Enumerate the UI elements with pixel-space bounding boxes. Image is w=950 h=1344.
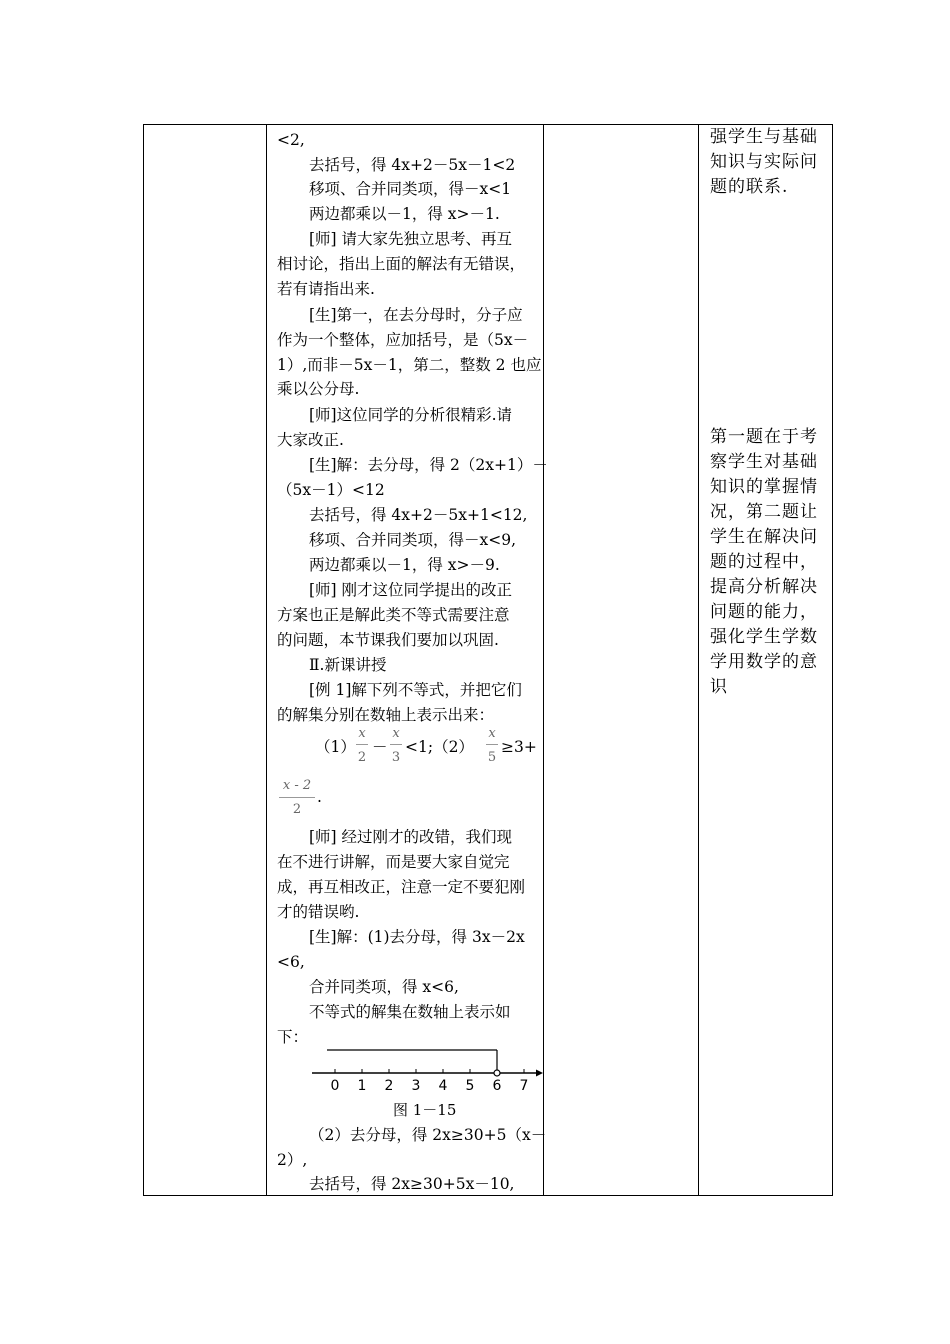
axis-tick-label: 0 [330, 1078, 340, 1094]
text-line: [师]这位同学的分析很精彩.请 [309, 406, 513, 424]
remark-line: 提高分析解决 [710, 577, 818, 597]
text-line: 相讨论，指出上面的解法有无错误， [277, 255, 526, 273]
fraction-bar [486, 744, 498, 745]
text-line: 去括号，得 2x≥30+5x－10, [309, 1175, 515, 1193]
text-line: 不等式的解集在数轴上表示如 [309, 1003, 511, 1021]
section-heading: Ⅱ.新课讲授 [309, 656, 387, 674]
text-line: <2, [277, 131, 305, 149]
text-line: 成，再互相改正，注意一定不要犯刚 [277, 878, 526, 896]
column-divider-1 [266, 125, 267, 1195]
axis-tick-label: 5 [465, 1078, 475, 1094]
remark-line: 题的过程中， [710, 552, 818, 572]
axis-tick-label: 6 [492, 1078, 502, 1094]
remark-line: 第一题在于考 [710, 427, 818, 447]
minus-sign: － [372, 738, 388, 756]
text-line: 作为一个整体，应加括号，是（5x－ [277, 331, 529, 349]
text-line: 两边都乘以－1，得 x>－1. [309, 205, 500, 223]
text-line: 移项、合并同类项，得－x<9, [309, 531, 517, 549]
remark-line: 题的联系. [710, 177, 789, 197]
fraction-bar [279, 797, 315, 798]
text-line: 乘以公分母. [277, 380, 360, 398]
remark-line: 知识的掌握情 [710, 477, 818, 497]
remark-line: 察学生对基础 [710, 452, 818, 472]
axis-arrow-icon [536, 1070, 543, 1077]
text-line: [例 1]解下列不等式，并把它们 [309, 681, 522, 699]
text-line: [生]解：(1)去分母，得 3x－2x [309, 928, 525, 946]
text-line: 方案也正是解此类不等式需要注意 [277, 606, 510, 624]
text-line: [生]第一，在去分母时，分子应 [309, 306, 523, 324]
axis-tick-label: 3 [411, 1078, 421, 1094]
fraction-bar [356, 744, 368, 745]
text-line: （5x－1）<12 [277, 481, 385, 499]
text-line: 若有请指出来. [277, 280, 375, 298]
fraction-numerator: x [392, 726, 400, 741]
text-line: 的问题，本节课我们要加以巩固. [277, 631, 499, 649]
text-line: 2）, [277, 1151, 308, 1169]
fraction-numerator: x - 2 [282, 778, 312, 793]
remark-line: 识 [710, 677, 728, 697]
text-line: [师] 请大家先独立思考、再互 [309, 230, 513, 248]
text-line: 在不进行讲解，而是要大家自觉完 [277, 853, 510, 871]
number-line-figure [277, 1045, 543, 1095]
axis-tick-label: 4 [438, 1078, 448, 1094]
fraction-numerator: x [358, 726, 366, 741]
fraction-denominator: 3 [391, 750, 401, 765]
fraction-numerator: x [488, 726, 496, 741]
text-line: <6, [277, 953, 305, 971]
axis-tick-label: 7 [519, 1078, 529, 1094]
text-line: 才的错误哟. [277, 903, 360, 921]
text-line: 移项、合并同类项，得－x<1 [309, 180, 512, 198]
fraction-denominator: 5 [487, 750, 497, 765]
column-divider-3 [698, 125, 699, 1195]
fraction-denominator: 2 [357, 750, 367, 765]
example-inequality-text: <1;（2） [405, 738, 474, 756]
text-line: 大家改正. [277, 431, 344, 449]
example-prefix: （1） [315, 738, 356, 756]
remark-line: 问题的能力， [710, 602, 818, 622]
text-line: [师] 刚才这位同学提出的改正 [309, 581, 513, 599]
text-line: [生]解：去分母，得 2（2x+1）－ [309, 456, 548, 474]
text-line: 合并同类项，得 x<6, [309, 978, 459, 996]
period: . [317, 788, 322, 806]
remark-line: 强学生与基础 [710, 127, 818, 147]
example-inequality-text: ≥3+ [501, 738, 537, 756]
axis-tick-label: 1 [357, 1078, 367, 1094]
design-intent-cell [707, 125, 833, 1195]
text-line: 1）,而非－5x－1，第二，整数 2 也应 [277, 356, 542, 374]
axis-tick-label: 2 [384, 1078, 394, 1094]
remark-line: 学生在解决问 [710, 527, 818, 547]
remark-line: 学用数学的意 [710, 652, 818, 672]
text-line: （2）去分母，得 2x≥30+5（x－ [309, 1126, 547, 1144]
column-divider-2 [543, 125, 544, 1195]
open-circle-marker [494, 1070, 500, 1076]
fraction-denominator: 2 [292, 802, 302, 817]
remark-line: 知识与实际问 [710, 152, 818, 172]
lesson-table [143, 124, 833, 1196]
remark-line: 况，第二题让 [710, 502, 818, 522]
text-line: 的解集分别在数轴上表示出来： [277, 706, 495, 724]
text-line: 下： [277, 1028, 309, 1046]
remark-line: 强化学生学数 [710, 627, 818, 647]
text-line: 去括号，得 4x+2－5x+1<12, [309, 506, 528, 524]
figure-caption: 图 1－15 [393, 1101, 457, 1119]
text-line: [师] 经过刚才的改错，我们现 [309, 828, 513, 846]
fraction-bar [390, 744, 402, 745]
teaching-process-cell [277, 125, 548, 1195]
text-line: 两边都乘以－1，得 x>－9. [309, 556, 500, 574]
text-line: 去括号，得 4x+2－5x－1<2 [309, 156, 516, 174]
